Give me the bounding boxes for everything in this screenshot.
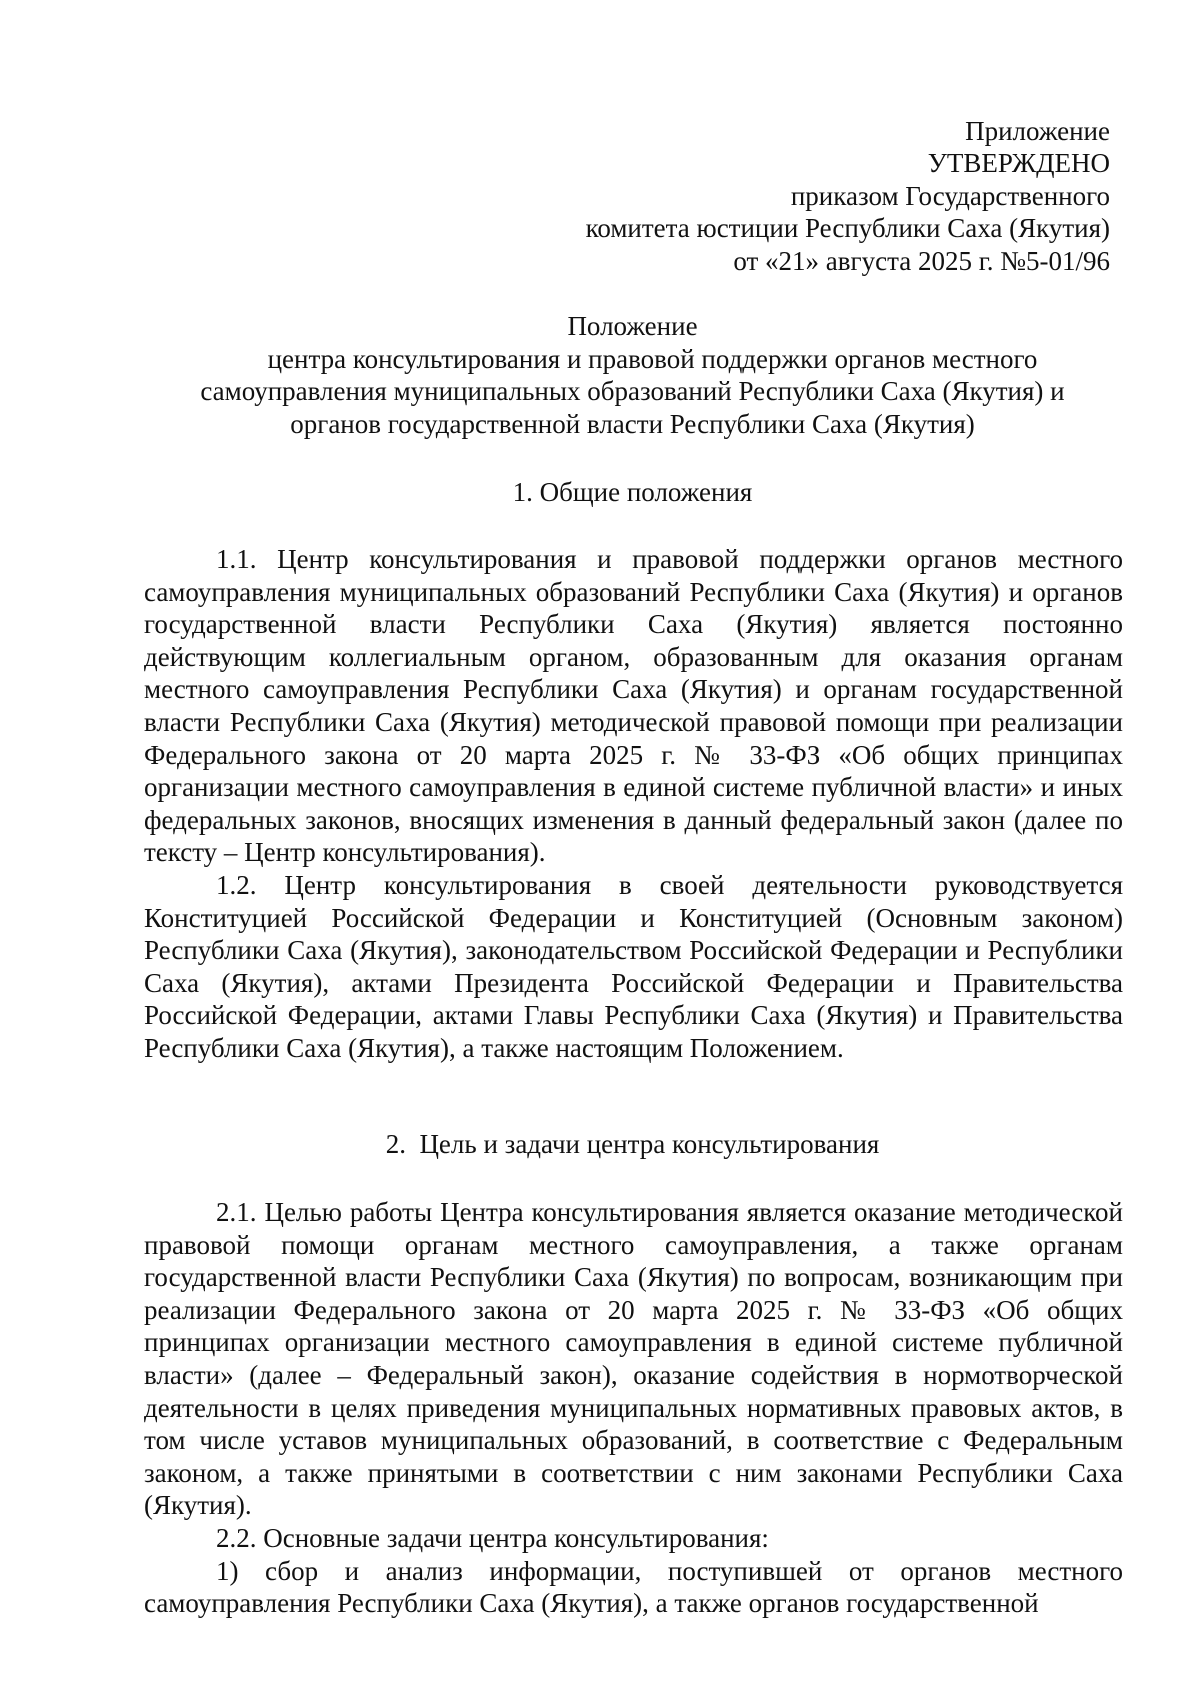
paragraph: 1.2. Центр консультирования в своей деятельности руководствуется Конституцией Российской Федерации и Конституцией (Основным законом) Республики Саха (Якутия), законодательством Российской Федерации и Республики Саха (Якутия), актами Президента Российской Федерации и Правительства Российской Федерации, актами Главы Республики Саха (Якутия) и Правительства Республики Саха (Якутия), а также настоящим Положением. (144, 869, 1123, 1063)
document-title-line: самоуправления муниципальных образований Республики Саха (Якутия) и (200, 376, 1065, 407)
section-body-goals (144, 1196, 1123, 1620)
section-heading-goals: 2. Цель и задачи центра консультирования (385, 1129, 880, 1159)
document-title (140, 310, 1125, 440)
approval-committee-line: комитета юстиции Республики Саха (Якутия) (585, 213, 1110, 244)
document-title-line: Положение (567, 311, 698, 341)
approval-stamp-block (410, 115, 1110, 277)
section-body-general (144, 543, 1123, 1065)
paragraph: 1.1. Центр консультирования и правовой поддержки органов местного самоуправления муниципальных образований Республики Саха (Якутия) и органов государственной власти Республики Саха (Якутия) является постоянно действующим коллегиальным органом, образованным для оказания органам местного самоуправления Республики Саха (Якутия) и органам государственной власти Республики Саха (Якутия) методической правовой помощи при реализации Федерального закона от 20 марта 2025 г. № 33-ФЗ «Об общих принципах организации местного самоуправления в единой системе публичной власти» и иных федеральных законов, вносящих изменения в данный федеральный закон (далее по тексту – Центр консультирования). (144, 544, 1123, 868)
document-title-line: органов государственной власти Республики Саха (Якутия) (290, 408, 975, 439)
appendix-label: Приложение (965, 116, 1110, 146)
paragraph: 1) сбор и анализ информации, поступившей от органов местного самоуправления Республики Саха (Якутия), а также органов государственной (144, 1555, 1123, 1619)
document-title-line: центра консультирования и правовой поддержки органов местного (267, 343, 1038, 374)
approval-order-line: приказом Государственного (790, 180, 1110, 211)
approval-date-number: от «21» августа 2025 г. №5-01/96 (733, 245, 1110, 276)
section-heading-general: 1. Общие положения (512, 477, 753, 507)
approved-label: УТВЕРЖДЕНО (927, 148, 1110, 179)
paragraph: 2.1. Целью работы Центра консультирования является оказание методической правовой помощи органам местного самоуправления, а также органам государственной власти Республики Саха (Якутия) по вопросам, возникающим при реализации Федерального закона от 20 марта 2025 г. № 33-ФЗ «Об общих принципах организации местного самоуправления в единой системе публичной власти» (далее – Федеральный закон), оказание содействия в нормотворческой деятельности в целях приведения муниципальных нормативных правовых актов, в том числе уставов муниципальных образований, в соответствие с Федеральным законом, а также принятыми в соответствии с ним законами Республики Саха (Якутия). (144, 1197, 1123, 1521)
paragraph: 2.2. Основные задачи центра консультирования: (216, 1522, 769, 1553)
